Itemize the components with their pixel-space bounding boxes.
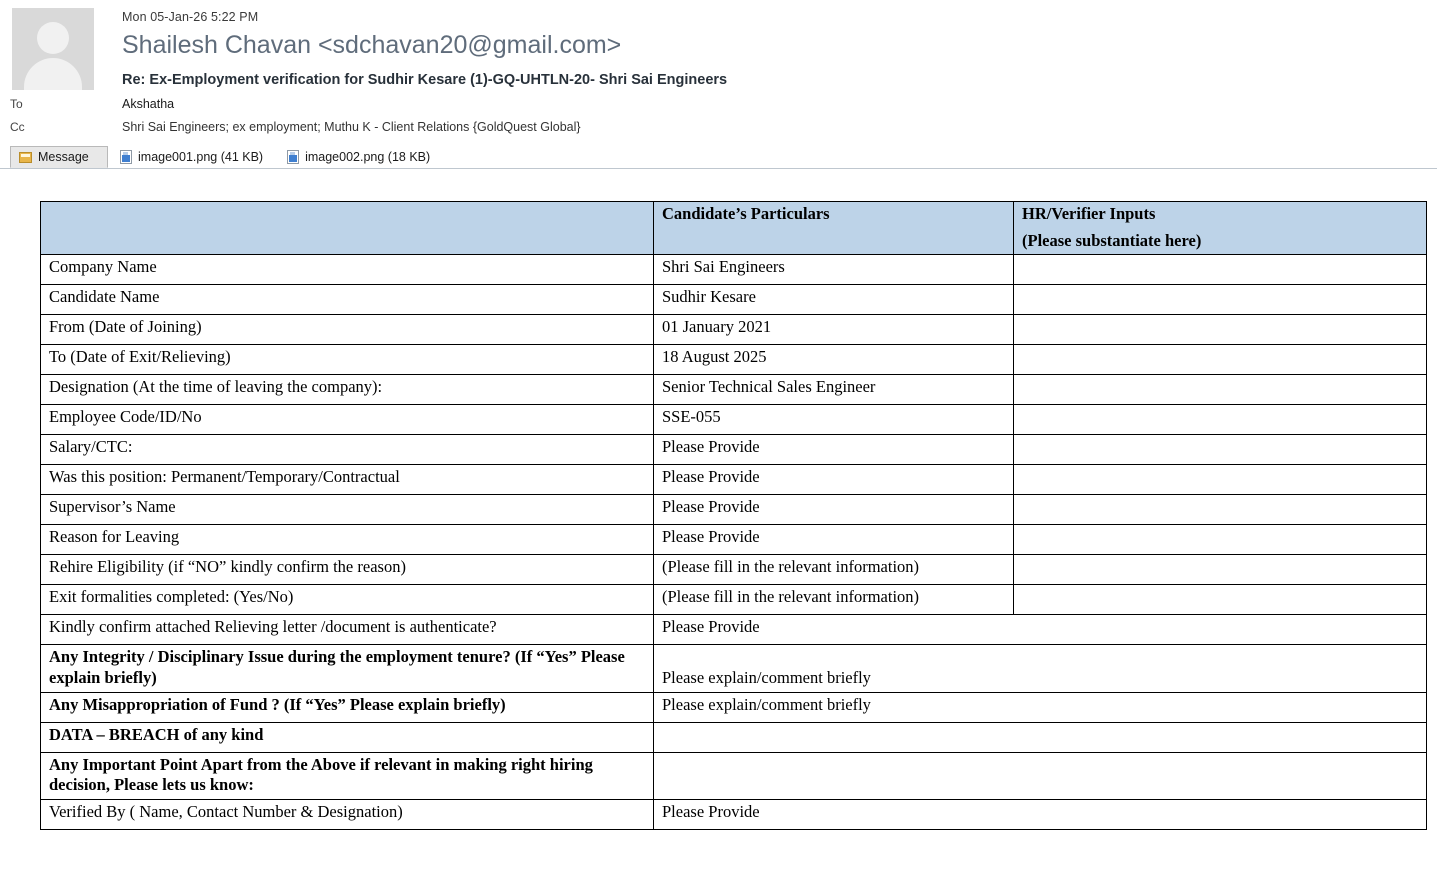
email-body	[0, 169, 1437, 830]
row-label: Reason for Leaving	[41, 525, 654, 555]
row-label: DATA – BREACH of any kind	[41, 722, 654, 752]
attachment-bar	[0, 146, 1437, 169]
row-value[interactable]: Please explain/comment briefly	[654, 692, 1427, 722]
attachment-image001[interactable]	[108, 146, 275, 168]
row-label: To (Date of Exit/Relieving)	[41, 345, 654, 375]
email-sender[interactable]: Shailesh Chavan <sdchavan20@gmail.com>	[122, 31, 622, 59]
header-hr-inputs-line2: (Please substantiate here)	[1022, 230, 1202, 250]
row-value: Please Provide	[654, 435, 1014, 465]
table-row	[41, 345, 1427, 375]
row-label: Rehire Eligibility (if “NO” kindly confirm the reason)	[41, 555, 654, 585]
recipient-to-row	[0, 97, 1437, 111]
row-label: Any Integrity / Disciplinary Issue during the employment tenure? (If “Yes” Please explain briefly)	[41, 645, 654, 692]
table-row	[41, 585, 1427, 615]
table-row	[41, 375, 1427, 405]
table-row	[41, 799, 1427, 829]
row-value: Sudhir Kesare	[654, 285, 1014, 315]
row-input[interactable]	[1014, 585, 1427, 615]
recipient-cc-row	[0, 120, 1437, 134]
table-row	[41, 722, 1427, 752]
row-label: From (Date of Joining)	[41, 315, 654, 345]
row-label: Kindly confirm attached Relieving letter /document is authenticate?	[41, 615, 654, 645]
row-value: SSE-055	[654, 405, 1014, 435]
row-input[interactable]	[1014, 285, 1427, 315]
email-subject: Re: Ex-Employment verification for Sudhir Kesare (1)-GQ-UHTLN-20- Shri Sai Engineers	[122, 72, 728, 88]
row-value: Shri Sai Engineers	[654, 255, 1014, 285]
table-row	[41, 752, 1427, 799]
verification-table	[40, 201, 1427, 830]
row-value: (Please fill in the relevant information)	[654, 555, 1014, 585]
cc-recipients[interactable]: Shri Sai Engineers; ex employment; Muthu K - Client Relations {GoldQuest Global}	[122, 120, 581, 134]
table-row	[41, 525, 1427, 555]
attachment-image002[interactable]	[275, 146, 442, 168]
attachment-label: image002.png (18 KB)	[305, 150, 431, 164]
row-label: Company Name	[41, 255, 654, 285]
email-header	[0, 0, 1437, 134]
row-label: Exit formalities completed: (Yes/No)	[41, 585, 654, 615]
row-value[interactable]	[654, 722, 1427, 752]
image-file-icon	[120, 150, 132, 164]
row-value: Please Provide	[654, 525, 1014, 555]
envelope-icon	[19, 152, 32, 163]
table-row	[41, 405, 1427, 435]
avatar-body-shape	[24, 58, 82, 90]
row-value[interactable]	[654, 752, 1427, 799]
row-input[interactable]	[1014, 255, 1427, 285]
row-label: Salary/CTC:	[41, 435, 654, 465]
row-value: (Please fill in the relevant information)	[654, 585, 1014, 615]
message-tab-label: Message	[38, 150, 89, 164]
row-input[interactable]	[1014, 435, 1427, 465]
table-row	[41, 255, 1427, 285]
header-cell-particulars: Candidate’s Particulars	[654, 202, 1014, 255]
row-input[interactable]	[1014, 495, 1427, 525]
row-input[interactable]	[1014, 465, 1427, 495]
avatar	[12, 8, 94, 90]
header-hr-inputs-line1: HR/Verifier Inputs	[1022, 204, 1156, 223]
table-row	[41, 495, 1427, 525]
row-value: Please Provide	[654, 495, 1014, 525]
cc-label: Cc	[10, 120, 25, 134]
row-value[interactable]: Please explain/comment briefly	[654, 645, 1427, 692]
row-value: 01 January 2021	[654, 315, 1014, 345]
table-row	[41, 555, 1427, 585]
row-label: Any Important Point Apart from the Above if relevant in making right hiring decision, Please lets us know:	[41, 752, 654, 799]
row-value: Please Provide	[654, 465, 1014, 495]
to-label: To	[10, 97, 23, 111]
row-input[interactable]	[1014, 525, 1427, 555]
to-recipients[interactable]: Akshatha	[122, 97, 175, 111]
row-input[interactable]	[1014, 315, 1427, 345]
row-label: Verified By ( Name, Contact Number & Designation)	[41, 799, 654, 829]
row-label: Any Misappropriation of Fund ? (If “Yes” Please explain briefly)	[41, 692, 654, 722]
row-label: Was this position: Permanent/Temporary/Contractual	[41, 465, 654, 495]
table-row	[41, 465, 1427, 495]
table-row	[41, 645, 1427, 692]
table-row	[41, 435, 1427, 465]
row-input[interactable]	[1014, 345, 1427, 375]
table-header-row	[41, 202, 1427, 255]
row-label: Candidate Name	[41, 285, 654, 315]
table-row	[41, 315, 1427, 345]
row-value: Senior Technical Sales Engineer	[654, 375, 1014, 405]
message-tab[interactable]	[10, 146, 108, 168]
row-label: Supervisor’s Name	[41, 495, 654, 525]
table-row	[41, 692, 1427, 722]
attachment-label: image001.png (41 KB)	[138, 150, 264, 164]
header-cell-blank	[41, 202, 654, 255]
header-cell-hr-inputs	[1014, 202, 1427, 255]
table-row	[41, 285, 1427, 315]
email-timestamp: Mon 05-Jan-26 5:22 PM	[122, 10, 259, 24]
row-label: Employee Code/ID/No	[41, 405, 654, 435]
row-input[interactable]	[1014, 375, 1427, 405]
row-label: Designation (At the time of leaving the company):	[41, 375, 654, 405]
row-value[interactable]: Please Provide	[654, 615, 1427, 645]
row-input[interactable]	[1014, 555, 1427, 585]
avatar-head-shape	[37, 22, 69, 54]
row-value: 18 August 2025	[654, 345, 1014, 375]
row-input[interactable]	[1014, 405, 1427, 435]
row-value[interactable]: Please Provide	[654, 799, 1427, 829]
table-row	[41, 615, 1427, 645]
image-file-icon	[287, 150, 299, 164]
